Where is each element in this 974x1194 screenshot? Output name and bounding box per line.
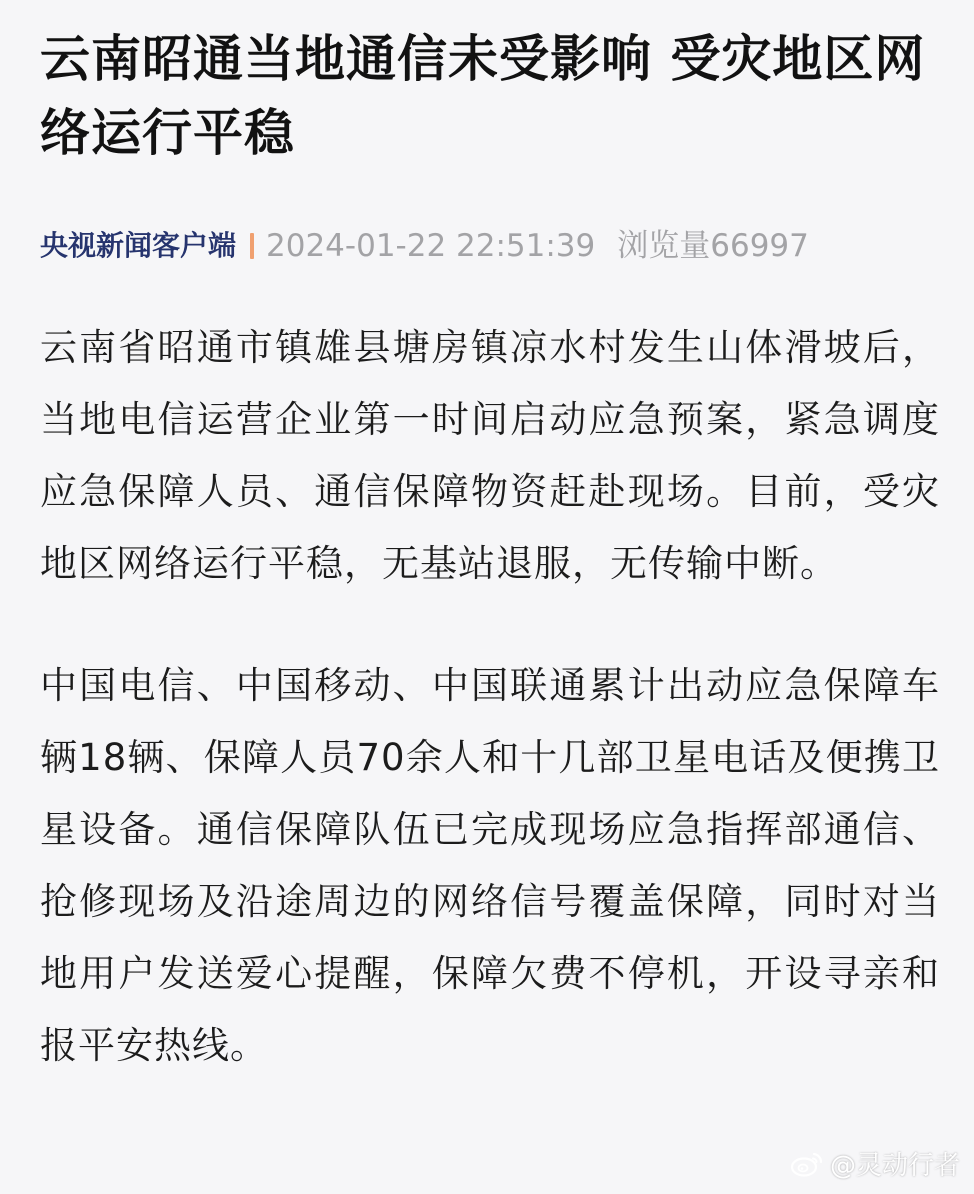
- article-title: 云南昭通当地通信未受影响 受灾地区网络运行平稳: [40, 30, 926, 162]
- watermark-text: @灵动行者: [829, 1151, 960, 1181]
- watermark: [790, 1145, 960, 1182]
- article-source[interactable]: 央视新闻客户端: [40, 229, 237, 262]
- article-paragraph-2: 中国电信、中国移动、中国联通累计出动应急保障车辆18辆、保障人员70余人和十几部卫星电话及便携卫星设备。通信保障队伍已完成现场应急指挥部通信、抢修现场及沿途周边的网络信号覆盖保障，同时对当地用户发送爱心提醒，保障欠费不停机，开设寻亲和报平安热线。: [40, 664, 940, 1067]
- meta-divider: [250, 233, 254, 259]
- weibo-icon: [790, 1150, 824, 1178]
- article-meta: [40, 226, 940, 266]
- article: [40, 22, 940, 1082]
- publish-datetime: 2024-01-22 22:51:39: [266, 228, 596, 264]
- view-count: 浏览量66997: [617, 228, 809, 264]
- article-paragraph-1: 云南省昭通市镇雄县塘房镇凉水村发生山体滑坡后，当地电信运营企业第一时间启动应急预案，紧急调度应急保障人员、通信保障物资赶赴现场。目前，受灾地区网络运行平稳，无基站退服，无传输中断。: [40, 326, 940, 585]
